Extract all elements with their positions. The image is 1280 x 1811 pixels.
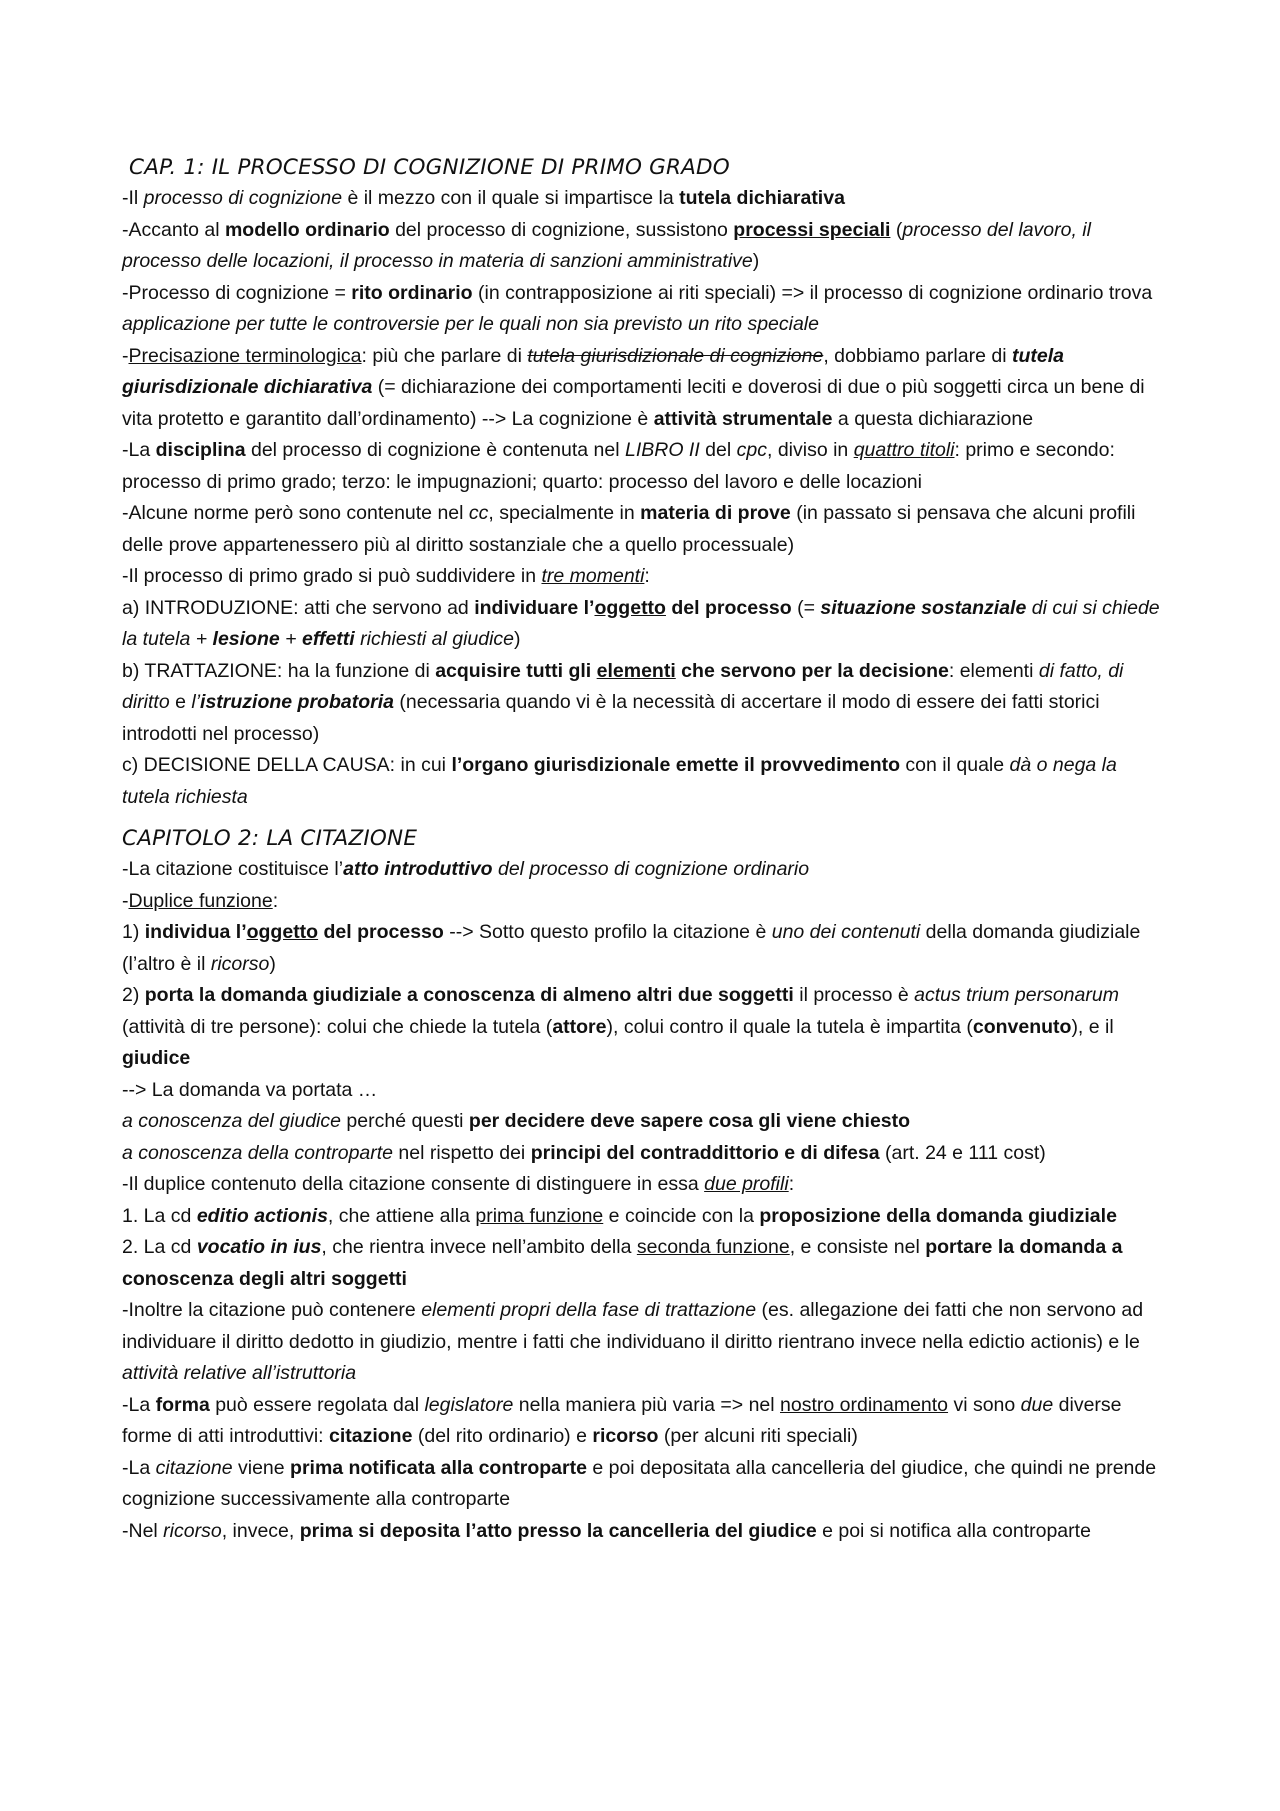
chapter-2-title: CAPITOLO 2: LA CITAZIONE	[122, 826, 418, 851]
list-item: 2) porta la domanda giudiziale a conoscenza di almeno altri due soggetti il processo è actus trium personarum (attività di tre persone): colui che chiede la tutela (attore), colui contro il quale la tutela è impartita (convenuto), e il giudice	[122, 984, 1119, 1069]
paragraph: -Il processo di primo grado si può suddividere in tre momenti:	[122, 565, 650, 587]
list-item: 2. La cd vocatio in ius, che rientra invece nell’ambito della seconda funzione, e consiste nel portare la domanda a conoscenza degli altri soggetti	[122, 1236, 1123, 1290]
list-item: a) INTRODUZIONE: atti che servono ad individuare l’oggetto del processo (= situazione sostanziale di cui si chiede la tutela + lesione + effetti richiesti al giudice)	[122, 596, 1160, 650]
paragraph: a conoscenza del giudice perché questi per decidere deve sapere cosa gli viene chiesto	[122, 1110, 911, 1132]
list-item: 1) individua l’oggetto del processo --> Sotto questo profilo la citazione è uno dei contenuti della domanda giudiziale (l’altro è il ricorso)	[122, 921, 1141, 975]
paragraph: -Alcune norme però sono contenute nel cc, specialmente in materia di prove (in passato si pensava che alcuni profili delle prove appartenessero più al diritto sostanziale che a quello processuale)	[122, 502, 1136, 556]
paragraph: -Inoltre la citazione può contenere elementi propri della fase di trattazione (es. allegazione dei fatti che non servono ad individuare il diritto dedotto in giudizio, mentre i fatti che individuano il diritto rientrano invece nella edictio actionis) e le attività relative all’istruttoria	[122, 1299, 1144, 1384]
paragraph: -La citazione costituisce l’atto introduttivo del processo di cognizione ordinario	[122, 858, 810, 880]
paragraph: -La disciplina del processo di cognizione è contenuta nel LIBRO II del cpc, diviso in quattro titoli: primo e secondo: processo di primo grado; terzo: le impugnazioni; quarto: processo del lavoro e delle locazioni	[122, 439, 1115, 493]
paragraph: -Processo di cognizione = rito ordinario (in contrapposizione ai riti speciali) => il processo di cognizione ordinario trova applicazione per tutte le controversie per le quali non sia previsto un rito speciale	[122, 281, 1153, 335]
paragraph: -Accanto al modello ordinario del processo di cognizione, sussistono processi speciali (processo del lavoro, il processo delle locazioni, il processo in materia di sanzioni amministrative)	[122, 218, 1091, 272]
chapter-1-title: CAP. 1: IL PROCESSO DI COGNIZIONE DI PRIMO GRADO	[129, 155, 730, 180]
paragraph: -Il processo di cognizione è il mezzo con il quale si impartisce la tutela dichiarativa	[122, 187, 845, 209]
list-item: 1. La cd editio actionis, che attiene alla prima funzione e coincide con la proposizione della domanda giudiziale	[122, 1204, 1117, 1227]
paragraph: --> La domanda va portata …	[122, 1078, 378, 1101]
paragraph: -Precisazione terminologica: più che parlare di tutela giurisdizionale di cognizione, dobbiamo parlare di tutela giurisdizionale dichiarativa (= dichiarazione dei comportamenti leciti e doverosi di due o più soggetti circa un bene di vita protetto e garantito dall’ordinamento) --> La cognizione è attività strumentale a questa dichiarazione	[122, 344, 1145, 430]
document-body	[122, 152, 1167, 1547]
paragraph: -Il duplice contenuto della citazione consente di distinguere in essa due profili:	[122, 1173, 795, 1195]
paragraph: -Nel ricorso, invece, prima si deposita l’atto presso la cancelleria del giudice e poi si notifica alla controparte	[122, 1519, 1091, 1542]
paragraph: -La forma può essere regolata dal legislatore nella maniera più varia => nel nostro ordinamento vi sono due diverse forme di atti introduttivi: citazione (del rito ordinario) e ricorso (per alcuni riti speciali)	[122, 1393, 1122, 1447]
paragraph: -La citazione viene prima notificata alla controparte e poi depositata alla cancelleria del giudice, che quindi ne prende cognizione successivamente alla controparte	[122, 1456, 1157, 1510]
list-item: b) TRATTAZIONE: ha la funzione di acquisire tutti gli elementi che servono per la decisione: elementi di fatto, di diritto e l’istruzione probatoria (necessaria quando vi è la necessità di accertare il modo di essere dei fatti storici introdotti nel processo)	[122, 659, 1124, 745]
paragraph: a conoscenza della controparte nel rispetto dei principi del contraddittorio e di difesa (art. 24 e 111 cost)	[122, 1141, 1046, 1164]
list-item: c) DECISIONE DELLA CAUSA: in cui l’organo giurisdizionale emette il provvedimento con il quale dà o nega la tutela richiesta	[122, 754, 1117, 808]
paragraph: -Duplice funzione:	[122, 889, 279, 912]
